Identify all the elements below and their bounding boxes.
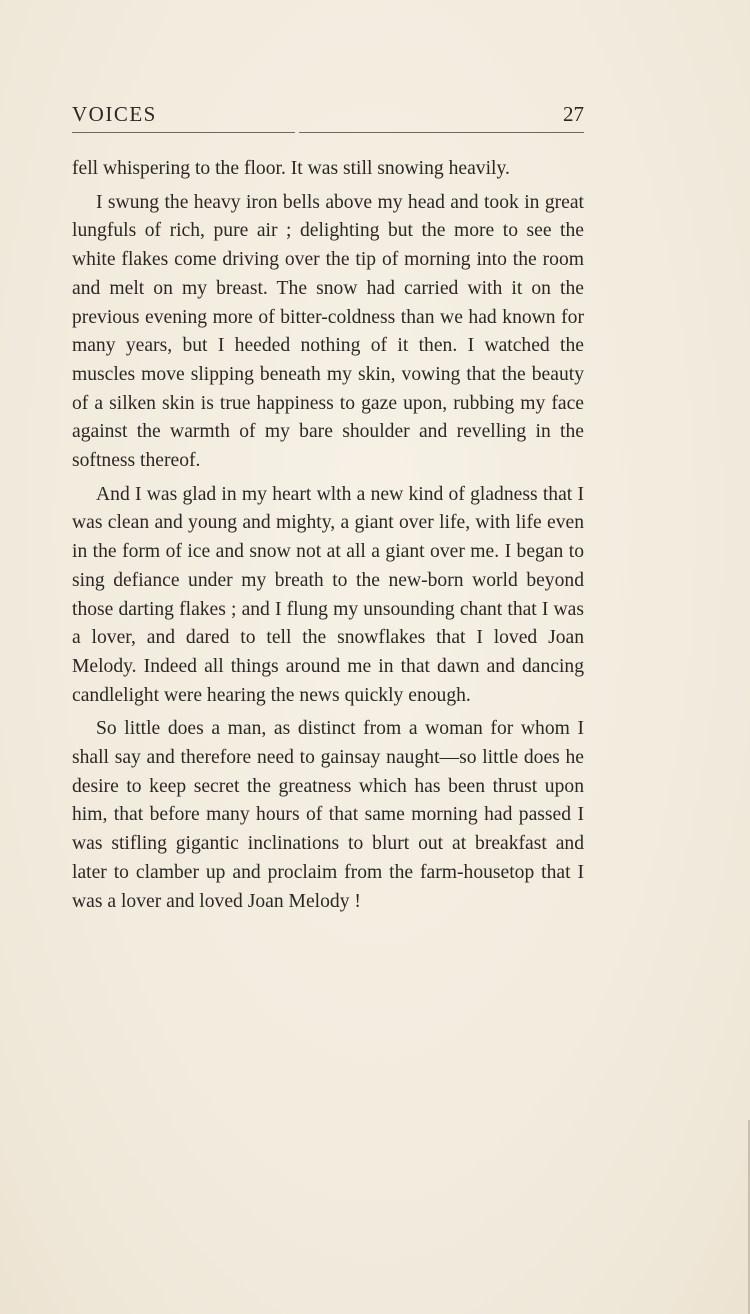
running-head: VOICES <box>72 102 157 126</box>
paragraph: I swung the heavy iron bells above my head and took in great lungfuls of rich, pure air ; delighting but the more to see the white flakes come driving over the tip of morning into the room and melt on my breast. The snow had carried with it on the previous evening more of bitter-coldness than we had known for many years, but I heeded nothing of it then. I watched the muscles move slipping beneath my skin, vowing that the beauty of a silken skin is true happiness to gaze upon, rubbing my face against the warmth of my bare shoulder and revelling in the softness thereof. <box>72 191 584 472</box>
paragraph: So little does a man, as distinct from a woman for whom I shall say and therefore need to gainsay naught—so little does he desire to keep secret the greatness which has been thrust upon him, that before many hours of that same morning had passed I was stifling gigantic inclinations to blurt out at breakfast and later to clamber up and proclaim from the farm-housetop that I was a lover and loved Joan Melody ! <box>72 718 584 912</box>
page-header <box>72 100 584 130</box>
header-rule-right <box>299 132 584 133</box>
page-number: 27 <box>563 102 584 126</box>
paragraph-continued: fell whispering to the floor. It was still snowing heavily. <box>72 158 510 179</box>
paragraph: And I was glad in my heart wlth a new kind of gladness that I was clean and young and mighty, a giant over life, with life even in the form of ice and snow not at all a giant over me. I began to sing defiance under my breath to the new-born world beyond those darting flakes ; and I flung my unsounding chant that I was a lover, and dared to tell the snowflakes that I loved Joan Melody. Indeed all things around me in that dawn and dancing candlelight were hearing the news quickly enough. <box>72 483 584 706</box>
body-text <box>72 155 584 921</box>
header-rule-left <box>72 132 295 133</box>
